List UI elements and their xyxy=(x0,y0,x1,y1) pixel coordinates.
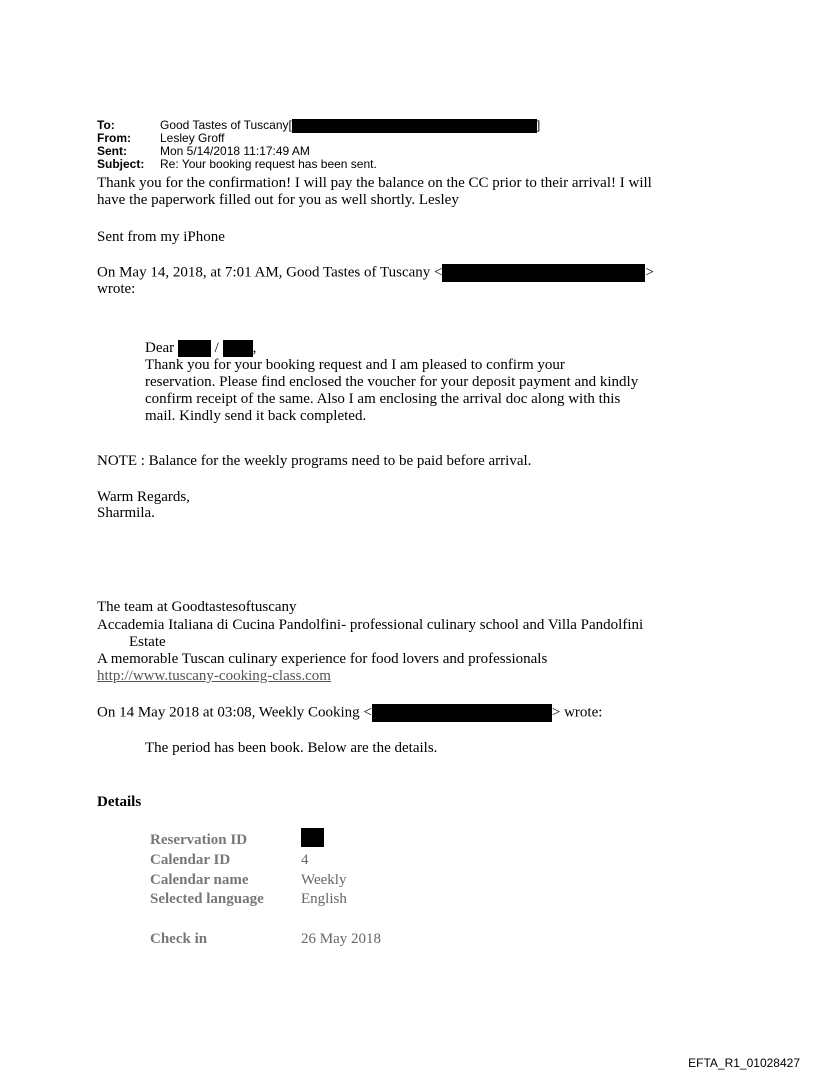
detail-value: 4 xyxy=(301,852,309,868)
redaction xyxy=(178,340,211,357)
period-text: The period has been book. Below are the details. xyxy=(145,740,438,756)
from-value: Lesley Groff xyxy=(160,131,225,145)
details-heading: Details xyxy=(97,794,142,810)
comma: , xyxy=(252,340,257,356)
message-text: reservation. Please find enclosed the voucher for your deposit payment and kindly xyxy=(145,374,639,390)
detail-label: Selected language xyxy=(150,891,264,907)
detail-value: 26 May 2018 xyxy=(301,931,381,947)
sent-label: Sent: xyxy=(97,144,127,158)
tagline: A memorable Tuscan culinary experience for food lovers and professionals xyxy=(97,651,548,667)
signature: Sent from my iPhone xyxy=(97,229,225,245)
redaction xyxy=(372,704,552,722)
message-text: confirm receipt of the same. Also I am enclosing the arrival doc along with this xyxy=(145,391,621,407)
sender-name: Sharmila. xyxy=(97,505,155,521)
detail-label: Check in xyxy=(150,931,208,947)
to-close: ] xyxy=(536,118,541,132)
subject-value: Re: Your booking request has been sent. xyxy=(160,157,377,171)
quote-header-2 xyxy=(97,704,602,722)
dear: Dear xyxy=(145,340,175,356)
team-line: The team at Goodtastesoftuscany xyxy=(97,599,297,615)
redaction xyxy=(301,828,324,847)
message-text: mail. Kindly send it back completed. xyxy=(145,408,367,424)
quote-intro: On 14 May 2018 at 03:08, Weekly Cooking < xyxy=(97,704,372,721)
message-text: Thank you for your booking request and I am pleased to confirm your xyxy=(145,357,565,373)
website-link[interactable]: http://www.tuscany-cooking-class.com xyxy=(97,668,331,684)
detail-label: Reservation ID xyxy=(150,832,248,848)
reply-text: have the paperwork filled out for you as well shortly. Lesley xyxy=(97,192,459,208)
from-label: From: xyxy=(97,131,131,145)
quote-intro: On May 14, 2018, at 7:01 AM, Good Tastes of Tuscany < xyxy=(97,264,443,281)
subject-label: Subject: xyxy=(97,157,145,171)
note: NOTE : Balance for the weekly programs need to be paid before arrival. xyxy=(97,453,532,469)
quote-wrote: wrote: xyxy=(97,281,136,297)
detail-value: Weekly xyxy=(301,872,347,888)
regards: Warm Regards, xyxy=(97,489,190,505)
reply-text: Thank you for the confirmation! I will pay the balance on the CC prior to their arrival! I will xyxy=(97,175,652,191)
redaction xyxy=(223,340,253,357)
academy-line: Accademia Italiana di Cucina Pandolfini- professional culinary school and Villa Pandolfini xyxy=(97,617,644,633)
redaction xyxy=(292,119,537,133)
sep: / xyxy=(214,340,219,356)
document-id: EFTA_R1_01028427 xyxy=(688,1056,800,1070)
quote-end: > xyxy=(645,264,654,281)
detail-label: Calendar ID xyxy=(150,852,231,868)
academy-line: Estate xyxy=(129,634,166,650)
sent-value: Mon 5/14/2018 11:17:49 AM xyxy=(160,144,310,158)
quote-end: > wrote: xyxy=(551,704,603,721)
quote-header xyxy=(97,264,654,282)
to-value: Good Tastes of Tuscany[ xyxy=(160,118,292,132)
detail-value: English xyxy=(301,891,347,907)
greeting xyxy=(145,340,256,357)
redaction xyxy=(442,264,645,282)
to-label: To: xyxy=(97,118,115,132)
detail-label: Calendar name xyxy=(150,872,249,888)
